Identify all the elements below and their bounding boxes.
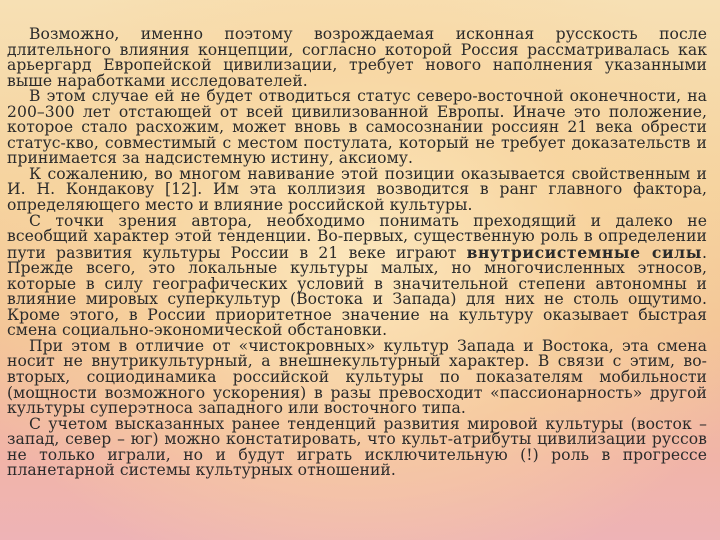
- paragraph-4-start: С точки зрения автора, необходимо понимать преходящий и далеко не всеобщий характер этой тенденции. Во-первых, существенную роль в определении пути развития культуры России в 21 веке играют: [7, 211, 707, 262]
- paragraph-6: С учетом высказанных ранее тенденций развития мировой культуры (восток – запад, север – юг) можно констатировать, что культ-атрибуты цивилизации руссов не только играли, но и будут играть исключительную (!) роль в прогрессе планетарной системы культурных отношений.: [7, 414, 707, 480]
- text-body: [7, 27, 707, 479]
- paragraph-3: К сожалению, во многом навивание этой позиции оказывается свойственным и И. Н. Кондакову [12]. Им эта коллизия возводится в ранг главного фактора, определяющего место и влияние российской культуры.: [7, 164, 707, 215]
- paragraph-5: При этом в отличие от «чистокровных» культур Запада и Востока, эта смена носит не внутрикультурный, а внешнекультурный характер. В связи с этим, во-вторых, социодинамика российской культуры по показателям мобильности (мощности возможного ускорения) в разы превосходит «пассионарность» другой культуры суперэтноса западного или восточного типа.: [7, 336, 707, 418]
- paragraph-4: [7, 211, 707, 340]
- emphasis-internal-forces: внутрисистемные силы: [466, 242, 702, 262]
- paragraph-4-end: . Прежде всего, это локальные культуры малых, но многочисленных этносов, которые в силу географических условий в значительной степени автономны и влияние мировых суперкультур (Востока и Запада) для них не столь ощутимо. Кроме этого, в России приоритетное значение на культуру оказывает быстрая смена социально-экономической обстановки.: [7, 243, 707, 340]
- paragraph-2: В этом случае ей не будет отводиться статус северо-восточной оконечности, на 200–300 лет отстающей от всей цивилизованной Европы. Иначе это положение, которое стало расхожим, может вновь в самосознании россиян 21 века обрести статус-кво, совместимый с местом постулата, который не требует доказательств и принимается за надсистемную истину, аксиому.: [7, 87, 707, 168]
- paragraph-1: Возможно, именно поэтому возрождаемая исконная русскость после длительного влияния концепции, согласно которой Россия рассматривалась как арьергард Европейской цивилизации, требует нового наполнения указанными выше наработками исследователей.: [7, 25, 707, 90]
